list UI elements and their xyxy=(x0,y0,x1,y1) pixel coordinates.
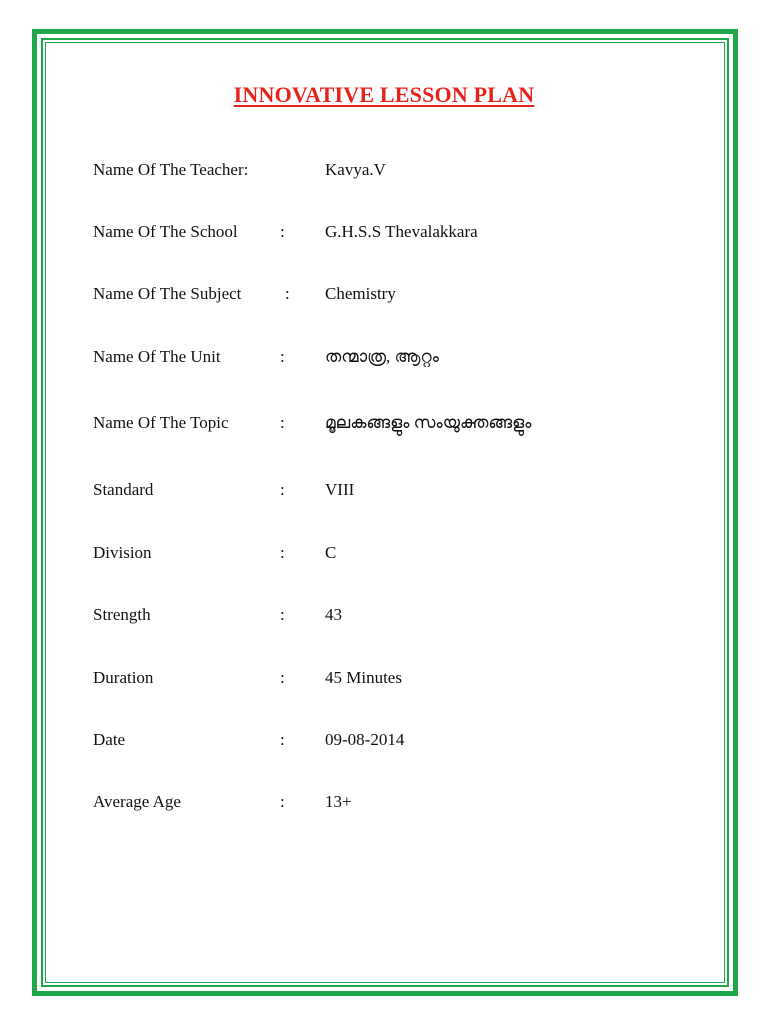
field-label: Name Of The Subject xyxy=(93,284,242,303)
field-value: Kavya.V xyxy=(325,160,386,179)
field-label: Division xyxy=(93,543,152,562)
field-unit xyxy=(0,347,768,377)
field-value: 09-08-2014 xyxy=(325,730,405,749)
field-colon: : xyxy=(280,543,285,562)
field-teacher xyxy=(0,160,768,190)
field-subject xyxy=(0,284,768,314)
field-label: Name Of The Topic xyxy=(93,413,229,432)
field-colon: : xyxy=(280,730,285,749)
field-label: Standard xyxy=(93,480,154,499)
field-date xyxy=(0,730,768,760)
field-division xyxy=(0,543,768,573)
field-value: VIII xyxy=(325,480,355,499)
field-value: 13+ xyxy=(325,792,352,811)
field-colon: : xyxy=(280,480,285,499)
field-strength xyxy=(0,605,768,635)
page-title xyxy=(0,82,768,108)
field-label: Name Of The Teacher: xyxy=(93,160,249,179)
field-value: 43 xyxy=(325,605,342,624)
field-value: 45 Minutes xyxy=(325,668,402,687)
field-colon: : xyxy=(280,347,285,366)
field-colon: : xyxy=(280,222,285,241)
field-value: G.H.S.S Thevalakkara xyxy=(325,222,478,241)
field-label: Duration xyxy=(93,668,154,687)
field-school xyxy=(0,222,768,252)
field-value: Chemistry xyxy=(325,284,396,303)
field-topic xyxy=(0,413,768,443)
page-title-text: INNOVATIVE LESSON PLAN xyxy=(233,82,535,107)
field-colon: : xyxy=(280,413,285,432)
field-standard xyxy=(0,480,768,510)
field-average-age xyxy=(0,792,768,822)
field-label: Name Of The School xyxy=(93,222,238,241)
field-colon: : xyxy=(280,668,285,687)
field-label: Name Of The Unit xyxy=(93,347,221,366)
field-value: മൂലകങ്ങളും സംയുക്തങ്ങളും xyxy=(325,413,532,432)
field-duration xyxy=(0,668,768,698)
field-label: Average Age xyxy=(93,792,181,811)
field-value: C xyxy=(325,543,337,562)
field-label: Date xyxy=(93,730,126,749)
field-colon: : xyxy=(280,605,285,624)
field-value: തന്മാത്ര, ആറ്റം xyxy=(325,347,439,366)
field-label: Strength xyxy=(93,605,151,624)
field-colon: : xyxy=(285,284,290,303)
field-colon: : xyxy=(280,792,285,811)
